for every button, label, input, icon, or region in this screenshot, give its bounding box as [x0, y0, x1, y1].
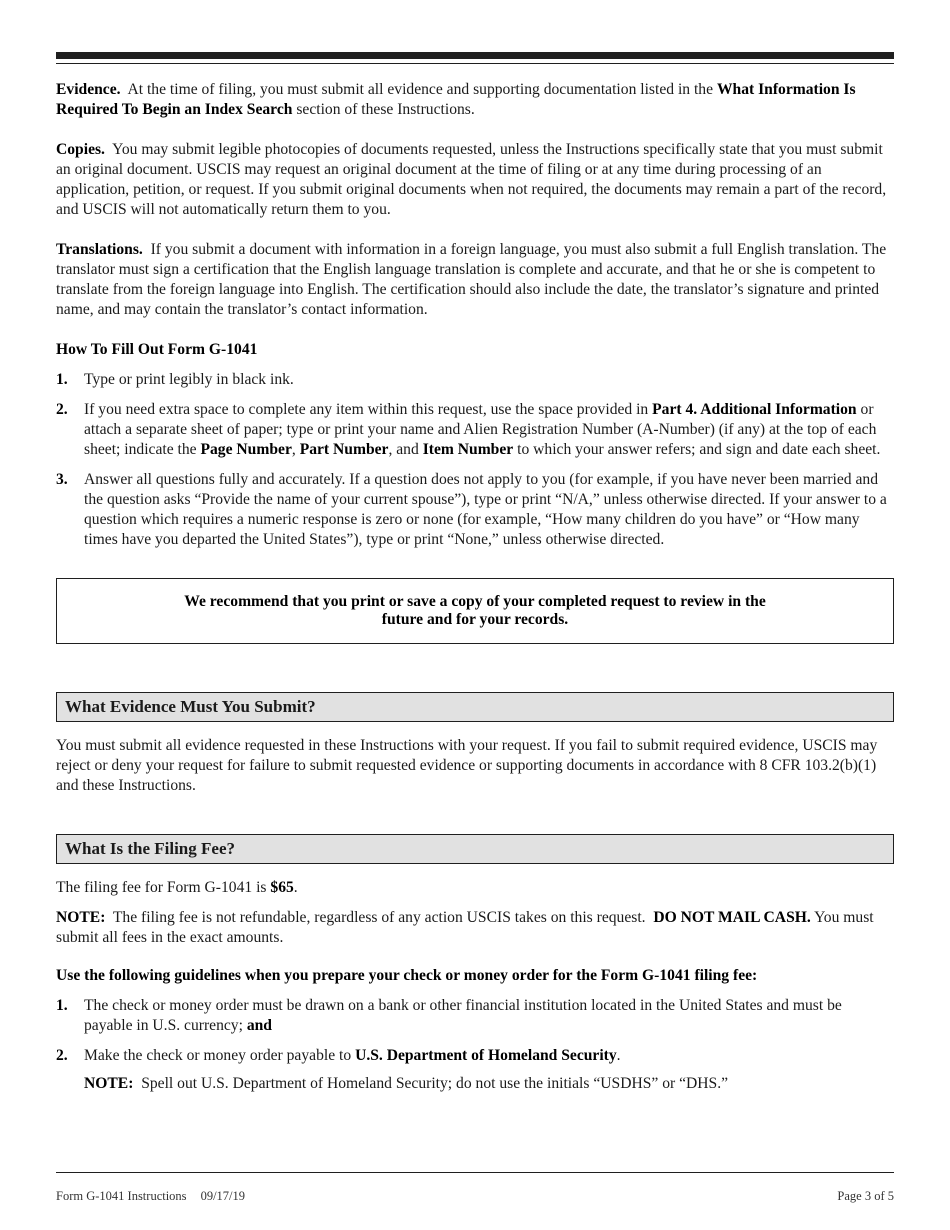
translations-label: Translations. — [56, 241, 143, 258]
translations-paragraph — [56, 240, 894, 320]
item-number-ref: Item Number — [422, 441, 514, 458]
fee-guideline-item-1 — [56, 996, 894, 1036]
evidence-label: Evidence. — [56, 81, 121, 98]
fee-note — [56, 908, 894, 948]
footer-rule — [56, 1172, 894, 1173]
payee-name: U.S. Department of Homeland Security — [355, 1047, 617, 1064]
copies-paragraph — [56, 140, 894, 220]
how-to-fill-heading: How To Fill Out Form G-1041 — [56, 341, 258, 358]
note-label: NOTE: — [56, 909, 106, 926]
recommendation-callout — [56, 578, 894, 644]
item-text-3: to which your answer refers; and sign and date each sheet. — [517, 441, 881, 458]
copies-label: Copies. — [56, 141, 105, 158]
payee-note — [56, 1074, 894, 1094]
translations-text: If you submit a document with information in a foreign language, you must also submit a full English translation. The translator must sign a certification that the English language translation is complete and accurate, and that he or she is competent to translate from the foreign language into English. The certification should also include the date, the translator’s signature and printed name, and may contain the translator’s contact information. — [56, 241, 887, 318]
evidence-text-1: At the time of filing, you must submit all evidence and supporting documentation listed in the — [127, 81, 714, 98]
note-text: The filing fee is not refundable, regardless of any action USCIS takes on this request. — [112, 909, 646, 926]
fee-end: . — [293, 879, 298, 896]
header-rule-thick — [56, 52, 894, 59]
note2-label: NOTE: — [84, 1075, 134, 1092]
item-number: 3. — [56, 471, 68, 488]
separator-1: , — [291, 441, 296, 458]
evidence-section-ref: What Information Is Required To Begin an Index Search — [56, 81, 856, 118]
part-number-ref: Part Number — [299, 441, 389, 458]
no-cash-warning: DO NOT MAIL CASH. — [653, 909, 811, 926]
item-number: 1. — [56, 371, 68, 388]
note-text-2: You must submit all fees in the exact amounts. — [56, 909, 874, 946]
item-number: 2. — [56, 1047, 68, 1064]
item-number: 2. — [56, 401, 68, 418]
item-text-1: If you need extra space to complete any item within this request, use the space provided in — [84, 401, 649, 418]
evidence-section-text: You must submit all evidence requested in these Instructions with your request. If you fail to submit required evidence, USCIS may reject or deny your request for failure to submit requested evidence or supporting documents in accordance with 8 CFR 103.2(b)(1) and these Instructions. — [56, 737, 878, 794]
callout-line-2: future and for your records. — [381, 611, 569, 628]
page-number-ref: Page Number — [200, 441, 292, 458]
evidence-section-header: What Evidence Must You Submit? — [56, 692, 894, 722]
evidence-text-2: section of these Instructions. — [296, 101, 475, 118]
item-text: The check or money order must be drawn on a bank or other financial institution located in the United States and must be payable in U.S. currency; — [84, 997, 842, 1034]
part-4-ref: Part 4. Additional Information — [652, 401, 857, 418]
item-bold-and: and — [246, 1017, 272, 1034]
item-text: Type or print legibly in black ink. — [84, 371, 294, 388]
fee-amount: $65 — [270, 879, 294, 896]
item-end: . — [616, 1047, 621, 1064]
footer-form-name: Form G-1041 Instructions — [56, 1189, 187, 1203]
copies-text: You may submit legible photocopies of documents requested, unless the Instructions specifically state that you must submit an original document. USCIS may request an original document at the time of filing or at any time during processing of an application, petition, or request. If you submit original documents when not required, the documents may remain a part of the record, and USCIS will not automatically return them to you. — [56, 141, 887, 218]
note2-text: Spell out U.S. Department of Homeland Security; do not use the initials “USDHS” or “DHS.” — [141, 1075, 729, 1092]
separator-2: , and — [388, 441, 419, 458]
callout-line-1: We recommend that you print or save a copy of your completed request to review in the — [184, 593, 766, 610]
footer-date: 09/17/19 — [200, 1189, 246, 1203]
page-content — [56, 80, 894, 1094]
instruction-item-2 — [56, 400, 894, 460]
footer-page-number: Page 3 of 5 — [837, 1189, 894, 1203]
fee-guideline-item-2 — [56, 1046, 894, 1066]
filing-fee-text — [56, 878, 894, 898]
item-text: Answer all questions fully and accurately. If a question does not apply to you (for example, if you have never been married and the question asks “Provide the name of your current spouse”), type or print “N/A,” unless otherwise directed. If your answer to a question which requires a numeric response is zero or none (for example, “How many children do you have” or “How many times have you departed the United States”), type or print “None,” unless otherwise directed. — [84, 471, 887, 548]
filing-fee-section-header: What Is the Filing Fee? — [56, 834, 894, 864]
fee-text: The filing fee for Form G-1041 is — [56, 879, 267, 896]
header-rule-thin — [56, 63, 894, 64]
fee-guidelines-heading: Use the following guidelines when you prepare your check or money order for the Form G-1041 filing fee: — [56, 967, 758, 984]
evidence-paragraph — [56, 80, 894, 120]
item-text: Make the check or money order payable to — [84, 1047, 352, 1064]
item-number: 1. — [56, 997, 68, 1014]
footer-form-info — [56, 1186, 245, 1206]
instruction-item-1 — [56, 370, 894, 390]
item-text-2: or attach a separate sheet of paper; type or print your name and Alien Registration Number (A-Number) (if any) at the top of each sheet; indicate the — [84, 401, 877, 458]
instruction-item-3 — [56, 470, 894, 550]
